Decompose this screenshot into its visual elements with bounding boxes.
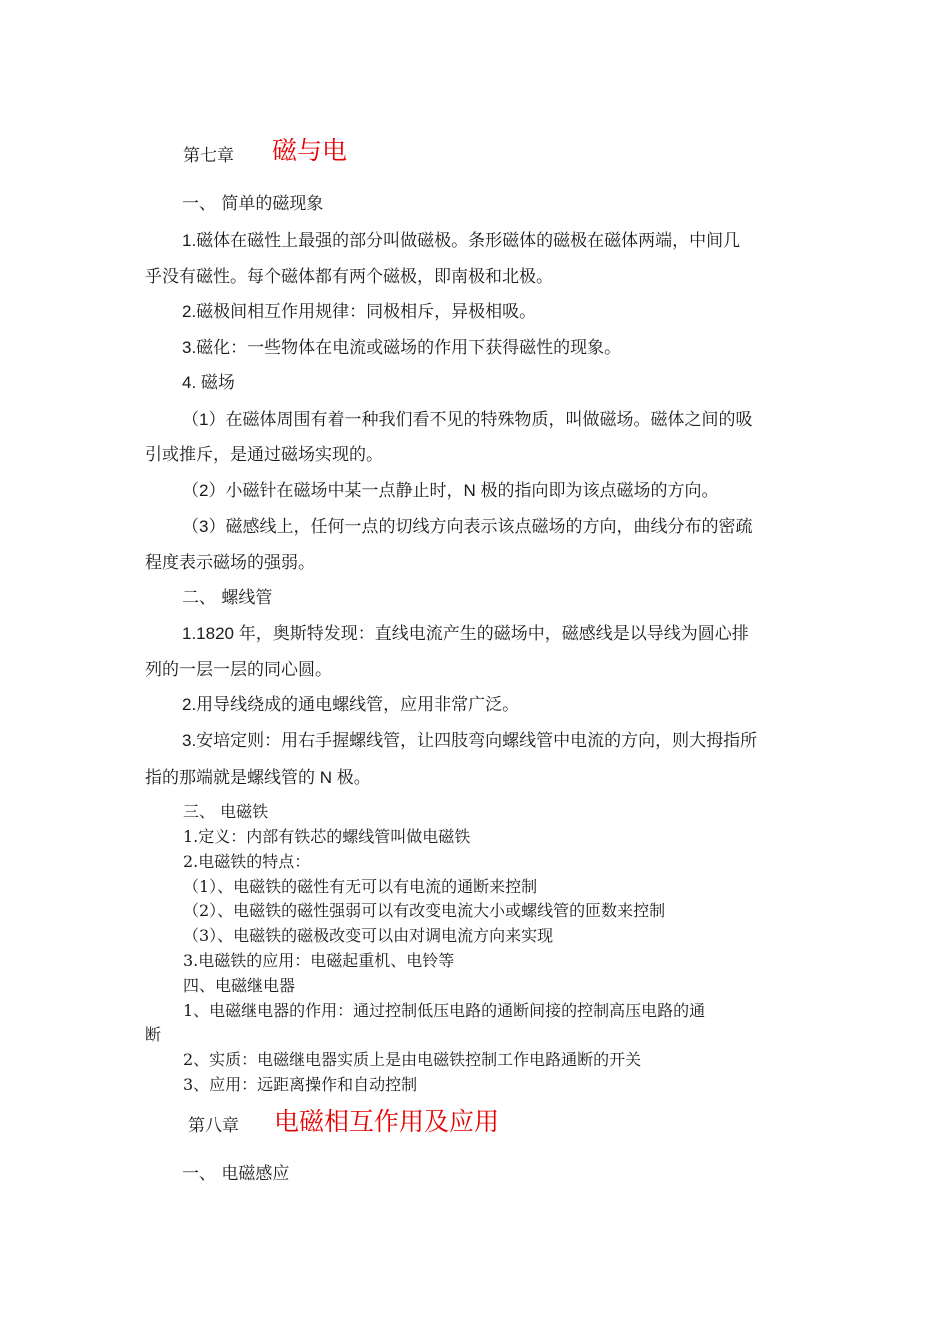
- paragraph-line: 1、电磁继电器的作用：通过控制低压电路的通断间接的控制高压电路的通: [183, 1001, 706, 1020]
- paragraph-line: 列的一层一层的同心圆。: [145, 660, 332, 679]
- paragraph-line: 2.磁极间相互作用规律：同极相斥，异极相吸。: [182, 302, 537, 321]
- paragraph-line: 程度表示磁场的强弱。: [145, 553, 315, 572]
- paragraph-line: 4. 磁场: [182, 373, 235, 392]
- section-heading: 二、 螺线管: [182, 588, 273, 608]
- paragraph-line: 3.磁化：一些物体在电流或磁场的作用下获得磁性的现象。: [182, 338, 622, 357]
- paragraph-line: 3.安培定则：用右手握螺线管，让四肢弯向螺线管中电流的方向，则大拇指所: [182, 731, 758, 750]
- paragraph-line: 2.用导线绕成的通电螺线管，应用非常广泛。: [182, 695, 520, 714]
- paragraph-line: 1.定义：内部有铁芯的螺线管叫做电磁铁: [183, 827, 471, 846]
- paragraph-line: 断: [145, 1025, 162, 1044]
- section-heading: 三、 电磁铁: [183, 802, 269, 821]
- paragraph-line: （2）小磁针在磁场中某一点静止时，N 极的指向即为该点磁场的方向。: [182, 481, 719, 500]
- chapter8-label: 第八章: [188, 1116, 239, 1136]
- paragraph-line: 引或推斥，是通过磁场实现的。: [145, 445, 383, 464]
- paragraph-line: 1.1820 年，奥斯特发现：直线电流产生的磁场中，磁感线是以导线为圆心排: [182, 624, 749, 643]
- paragraph-line: 1.磁体在磁性上最强的部分叫做磁极。条形磁体的磁极在磁体两端，中间几: [182, 231, 741, 250]
- paragraph-line: （2）、电磁铁的磁性强弱可以有改变电流大小或螺线管的匝数来控制: [183, 901, 666, 920]
- paragraph-line: 乎没有磁性。每个磁体都有两个磁极，即南极和北极。: [145, 267, 553, 286]
- paragraph-line: （1）、电磁铁的磁性有无可以有电流的通断来控制: [183, 877, 538, 896]
- paragraph-line: 3、应用：远距离操作和自动控制: [183, 1075, 418, 1094]
- paragraph-line: 2.电磁铁的特点：: [183, 852, 311, 871]
- paragraph-line: （1）在磁体周围有着一种我们看不见的特殊物质，叫做磁场。磁体之间的吸: [182, 410, 753, 429]
- chapter7-label: 第七章: [183, 146, 234, 166]
- paragraph-line: 指的那端就是螺线管的 N 极。: [145, 768, 371, 787]
- paragraph-line: 2、实质：电磁继电器实质上是由电磁铁控制工作电路通断的开关: [183, 1050, 642, 1069]
- section-heading: 一、 电磁感应: [182, 1164, 290, 1184]
- paragraph-line: （3）、电磁铁的磁极改变可以由对调电流方向来实现: [183, 926, 554, 945]
- section-heading: 四、电磁继电器: [183, 976, 296, 995]
- paragraph-line: （3）磁感线上，任何一点的切线方向表示该点磁场的方向，曲线分布的密疏: [182, 517, 753, 536]
- chapter8-title: 电磁相互作用及应用: [274, 1107, 500, 1136]
- paragraph-line: 3.电磁铁的应用：电磁起重机、电铃等: [183, 951, 455, 970]
- chapter7-title: 磁与电: [272, 136, 348, 165]
- section-heading: 一、 简单的磁现象: [182, 194, 324, 214]
